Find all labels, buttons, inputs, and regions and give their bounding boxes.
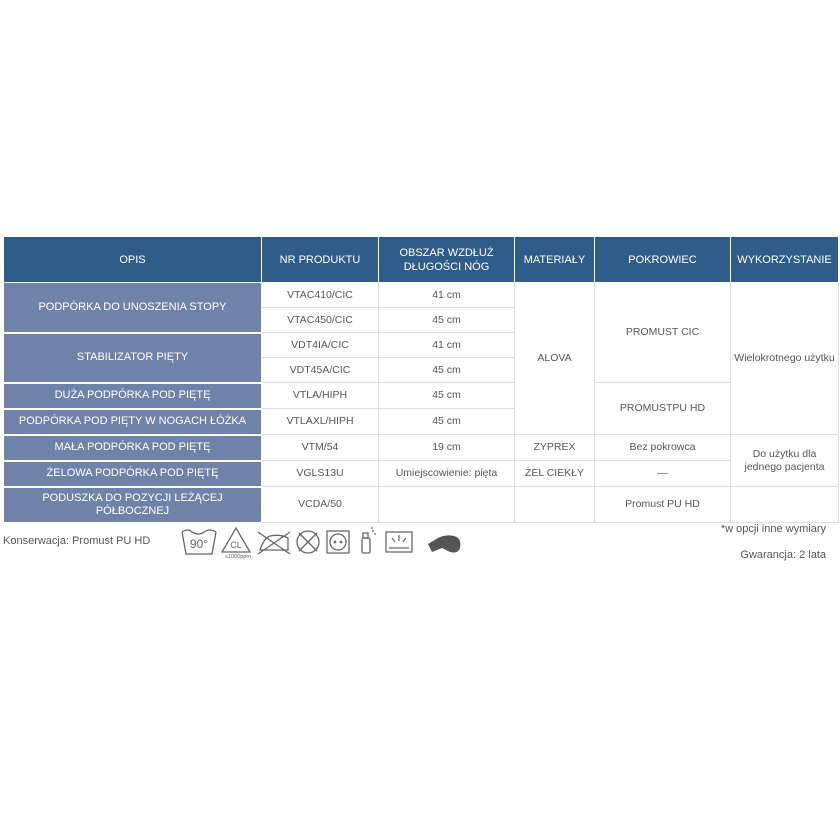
konserwacja-text: Konserwacja: Promust PU HD [3, 535, 151, 547]
product-code: VGLS13U [262, 461, 379, 487]
area-value: 45 cm [379, 409, 515, 435]
area-value: 41 cm [379, 333, 515, 358]
material-zel: ŻEL CIEKŁY [515, 461, 595, 487]
desc-poduszka: PODUSZKA DO POZYCJI LEŻĄCEJ PÓŁBOCZNEJ [4, 487, 262, 523]
header-pokrowiec: POKROWIEC [595, 237, 731, 283]
tumble-dry-icon [327, 531, 349, 553]
usage-wielokrotnego: Wielokrotnego użytku [731, 283, 839, 435]
usage-jednego: Do użytku dla jednego pacjenta [731, 435, 839, 487]
size-note: *w opcji inne wymiary [720, 523, 826, 535]
header-wykorzystanie: WYKORZYSTANIE [731, 237, 839, 283]
spray-disinfect-icon [362, 527, 376, 553]
table-row [4, 487, 839, 523]
usage-empty [731, 487, 839, 523]
drying-temp-icon [386, 532, 412, 552]
bleach-ppm-label: ≤1000ppm [225, 554, 251, 560]
product-code: VCDA/50 [262, 487, 379, 523]
wash-temp-label: 90° [189, 537, 209, 551]
table-row [4, 283, 839, 308]
table-header-row [4, 237, 839, 283]
header-nr-produktu: NR PRODUKTU [262, 237, 379, 283]
desc-mala: MAŁA PODPÓRKA POD PIĘTĘ [4, 435, 262, 461]
product-code: VDT4IA/CIC [262, 333, 379, 358]
desc-stabilizator: STABILIZATOR PIĘTY [4, 333, 262, 383]
cover-dash: — [595, 461, 731, 487]
area-value: 45 cm [379, 383, 515, 409]
bleach-cl-label: CL [230, 540, 242, 550]
header-opis: OPIS [4, 237, 262, 283]
desc-duza: DUŻA PODPÓRKA POD PIĘTĘ [4, 383, 262, 409]
table-row [4, 461, 839, 487]
area-value: 45 cm [379, 358, 515, 383]
cover-promust-cic: PROMUST CIC [595, 283, 731, 383]
area-value: 41 cm [379, 283, 515, 308]
material-zyprex: ZYPREX [515, 435, 595, 461]
product-code: VDT45A/CIC [262, 358, 379, 383]
product-code: VTM/54 [262, 435, 379, 461]
table-row [4, 383, 839, 409]
header-materialy: MATERIAŁY [515, 237, 595, 283]
header-obszar: OBSZAR WZDŁUŻ DŁUGOŚCI NÓG [379, 237, 515, 283]
product-code: VTAC450/CIC [262, 308, 379, 333]
area-value [379, 487, 515, 523]
heel-icon [428, 535, 460, 552]
no-dryclean-icon [297, 531, 319, 553]
no-iron-icon [258, 532, 290, 554]
area-value: 19 cm [379, 435, 515, 461]
material-alova: ALOVA [515, 283, 595, 435]
product-spec-table [3, 236, 839, 524]
desc-nogach: PODPÓRKA POD PIĘTY W NOGACH ŁÓŻKA [4, 409, 262, 435]
wash-90-icon [182, 530, 216, 554]
desc-zelowa: ŻELOWA PODPÓRKA POD PIĘTĘ [4, 461, 262, 487]
gwarancja-text: Gwarancja: 2 lata [740, 549, 826, 561]
bleach-cl-icon [222, 528, 251, 560]
desc-podporka-stopy: PODPÓRKA DO UNOSZENIA STOPY [4, 283, 262, 333]
cover-promust-pu-hd: Promust PU HD [595, 487, 731, 523]
table-row [4, 435, 839, 461]
product-code: VTAC410/CIC [262, 283, 379, 308]
area-value: Umiejscowienie: pięta [379, 461, 515, 487]
cover-bez-pokrowca: Bez pokrowca [595, 435, 731, 461]
area-value: 45 cm [379, 308, 515, 333]
cover-promustpu-hd: PROMUSTPU HD [595, 383, 731, 435]
product-code: VTLAXL/HIPH [262, 409, 379, 435]
product-code: VTLA/HIPH [262, 383, 379, 409]
care-symbols [180, 524, 470, 560]
material-empty [515, 487, 595, 523]
